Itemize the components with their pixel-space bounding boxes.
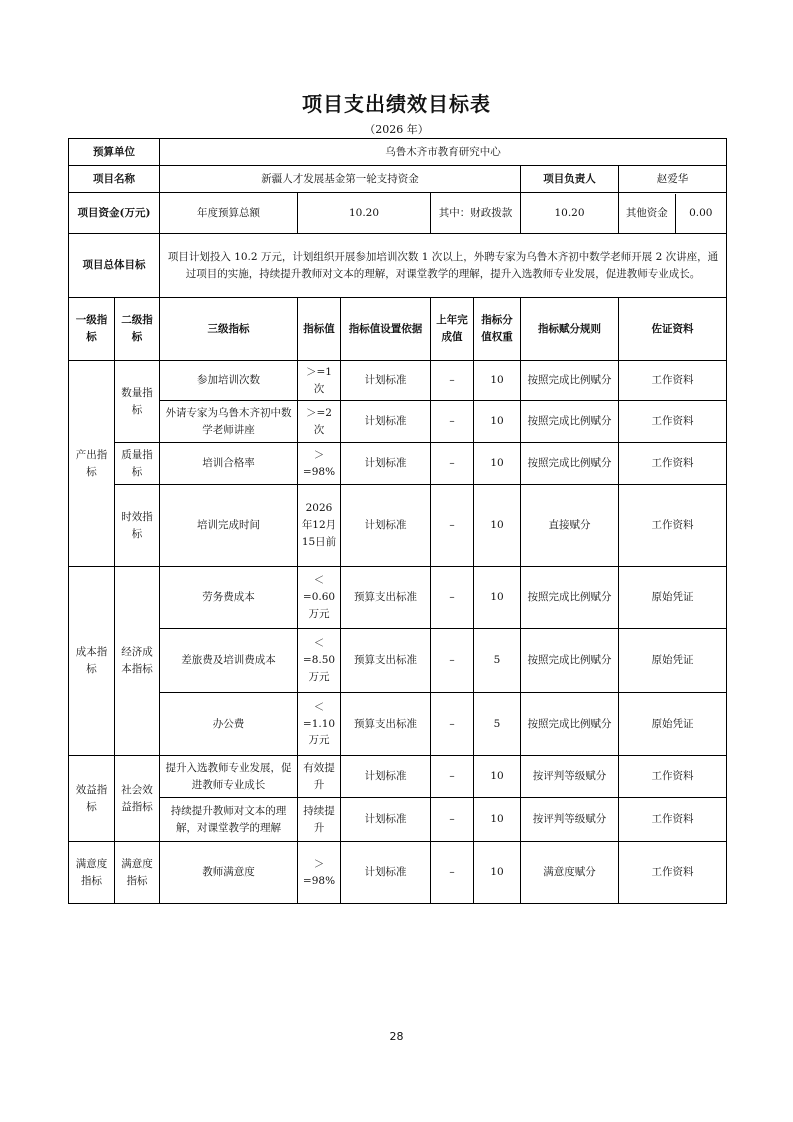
budget-unit-value: 乌鲁木齐市教育研究中心 (160, 139, 727, 166)
indicator-rule: 直接赋分 (521, 485, 619, 567)
indicator-name: 办公费 (160, 693, 298, 756)
fiscal-allocation-value: 10.20 (521, 193, 619, 234)
page-title: 项目支出绩效目标表 (302, 92, 491, 116)
indicator-weight: 10 (474, 567, 521, 629)
indicator-last-year: – (431, 798, 474, 842)
indicator-value: ＜=0.60万元 (298, 567, 341, 629)
indicator-evidence: 工作资料 (619, 361, 727, 401)
table-row (69, 693, 727, 756)
indicator-evidence: 工作资料 (619, 756, 727, 798)
indicator-last-year: – (431, 629, 474, 693)
indicator-rule: 按评判等级赋分 (521, 798, 619, 842)
header-basis: 指标值设置依据 (341, 298, 431, 361)
page-number: 28 (389, 1030, 404, 1043)
header-last-year: 上年完成值 (431, 298, 474, 361)
indicator-rule: 按照完成比例赋分 (521, 567, 619, 629)
group-benefit: 效益指标 (69, 756, 115, 842)
indicator-evidence: 工作资料 (619, 401, 727, 443)
header-level3: 三级指标 (160, 298, 298, 361)
indicator-weight: 10 (474, 443, 521, 485)
indicator-evidence: 工作资料 (619, 798, 727, 842)
indicator-name: 外请专家为乌鲁木齐初中数学老师讲座 (160, 401, 298, 443)
table-row (69, 567, 727, 629)
project-leader-label: 项目负责人 (521, 166, 619, 193)
indicator-weight: 10 (474, 401, 521, 443)
performance-table (68, 138, 727, 904)
overall-goal-label: 项目总体目标 (69, 234, 160, 298)
overall-goal-text: 项目计划投入 10.2 万元，计划组织开展参加培训次数 1 次以上，外聘专家为乌鲁木齐初中数学老师开展 2 次讲座，通过项目的实施，持续提升教师对文本的理解，对课堂教学的理解，提升入选教师专业发展，促进教师专业成长。 (160, 234, 727, 298)
indicator-last-year: – (431, 361, 474, 401)
table-row (69, 361, 727, 401)
subgroup-economic: 经济成本指标 (115, 567, 160, 756)
indicator-value: ＞=2次 (298, 401, 341, 443)
subgroup-quantity: 数量指标 (115, 361, 160, 443)
indicator-rule: 满意度赋分 (521, 842, 619, 904)
indicator-evidence: 原始凭证 (619, 567, 727, 629)
indicator-basis: 计划标准 (341, 361, 431, 401)
table-row (69, 798, 727, 842)
indicator-evidence: 原始凭证 (619, 693, 727, 756)
indicator-rule: 按照完成比例赋分 (521, 443, 619, 485)
subgroup-timeliness: 时效指标 (115, 485, 160, 567)
indicator-last-year: – (431, 693, 474, 756)
indicator-basis: 计划标准 (341, 485, 431, 567)
indicator-rule: 按评判等级赋分 (521, 756, 619, 798)
indicator-name: 劳务费成本 (160, 567, 298, 629)
subgroup-quality: 质量指标 (115, 443, 160, 485)
table-row (69, 756, 727, 798)
project-funds-label: 项目资金(万元) (69, 193, 160, 234)
indicator-evidence: 工作资料 (619, 485, 727, 567)
indicator-value: 2026年12月15日前 (298, 485, 341, 567)
annual-budget-value: 10.20 (298, 193, 431, 234)
subgroup-social: 社会效益指标 (115, 756, 160, 842)
project-name-label: 项目名称 (69, 166, 160, 193)
indicator-evidence: 工作资料 (619, 842, 727, 904)
indicator-weight: 10 (474, 485, 521, 567)
indicator-last-year: – (431, 756, 474, 798)
indicator-value: ＜=1.10万元 (298, 693, 341, 756)
indicator-value: ＜=8.50万元 (298, 629, 341, 693)
subgroup-satisfaction: 满意度指标 (115, 842, 160, 904)
fiscal-allocation-label: 其中：财政拨款 (431, 193, 521, 234)
header-weight: 指标分值权重 (474, 298, 521, 361)
group-output: 产出指标 (69, 361, 115, 567)
indicator-last-year: – (431, 443, 474, 485)
indicator-last-year: – (431, 485, 474, 567)
indicator-basis: 预算支出标准 (341, 629, 431, 693)
indicator-last-year: – (431, 567, 474, 629)
indicator-name: 提升入选教师专业发展，促进教师专业成长 (160, 756, 298, 798)
other-funds-value: 0.00 (689, 206, 713, 219)
indicator-value: ＞=98% (298, 443, 341, 485)
indicator-last-year: – (431, 401, 474, 443)
year-label: （2026 年） (364, 123, 429, 136)
header-evidence: 佐证资料 (619, 298, 727, 361)
indicator-value: ＞=1次 (298, 361, 341, 401)
header-level2: 二级指标 (115, 298, 160, 361)
indicator-name: 教师满意度 (160, 842, 298, 904)
indicator-last-year: – (431, 842, 474, 904)
project-name-value: 新疆人才发展基金第一轮支持资金 (160, 166, 521, 193)
indicator-weight: 10 (474, 842, 521, 904)
indicator-evidence: 工作资料 (619, 443, 727, 485)
table-row (69, 401, 727, 443)
indicator-name: 持续提升教师对文本的理解，对课堂教学的理解 (160, 798, 298, 842)
indicator-rule: 按照完成比例赋分 (521, 693, 619, 756)
indicator-value: 持续提升 (298, 798, 341, 842)
indicator-name: 参加培训次数 (160, 361, 298, 401)
indicator-basis: 计划标准 (341, 401, 431, 443)
header-level1: 一级指标 (69, 298, 115, 361)
indicator-rule: 按照完成比例赋分 (521, 629, 619, 693)
indicator-name: 差旅费及培训费成本 (160, 629, 298, 693)
indicator-rule: 按照完成比例赋分 (521, 401, 619, 443)
indicator-weight: 10 (474, 798, 521, 842)
indicator-basis: 计划标准 (341, 756, 431, 798)
header-rule: 指标赋分规则 (521, 298, 619, 361)
indicator-value: 有效提升 (298, 756, 341, 798)
budget-unit-label: 预算单位 (69, 139, 160, 166)
indicator-weight: 10 (474, 756, 521, 798)
table-row (69, 842, 727, 904)
group-satisfaction: 满意度指标 (69, 842, 115, 904)
annual-budget-label: 年度预算总额 (160, 193, 298, 234)
indicator-basis: 预算支出标准 (341, 567, 431, 629)
project-leader-value: 赵爱华 (619, 166, 727, 193)
header-value: 指标值 (298, 298, 341, 361)
indicator-basis: 计划标准 (341, 798, 431, 842)
indicator-weight: 10 (474, 361, 521, 401)
table-row (69, 629, 727, 693)
table-row (69, 443, 727, 485)
indicator-rule: 按照完成比例赋分 (521, 361, 619, 401)
indicator-basis: 计划标准 (341, 443, 431, 485)
other-funds-label: 其他资金 (619, 194, 676, 233)
table-row (69, 485, 727, 567)
indicator-name: 培训合格率 (160, 443, 298, 485)
indicator-basis: 预算支出标准 (341, 693, 431, 756)
indicator-basis: 计划标准 (341, 842, 431, 904)
indicator-weight: 5 (474, 693, 521, 756)
indicator-value: ＞=98% (298, 842, 341, 904)
indicator-evidence: 原始凭证 (619, 629, 727, 693)
group-cost: 成本指标 (69, 567, 115, 756)
indicator-weight: 5 (474, 629, 521, 693)
indicator-name: 培训完成时间 (160, 485, 298, 567)
